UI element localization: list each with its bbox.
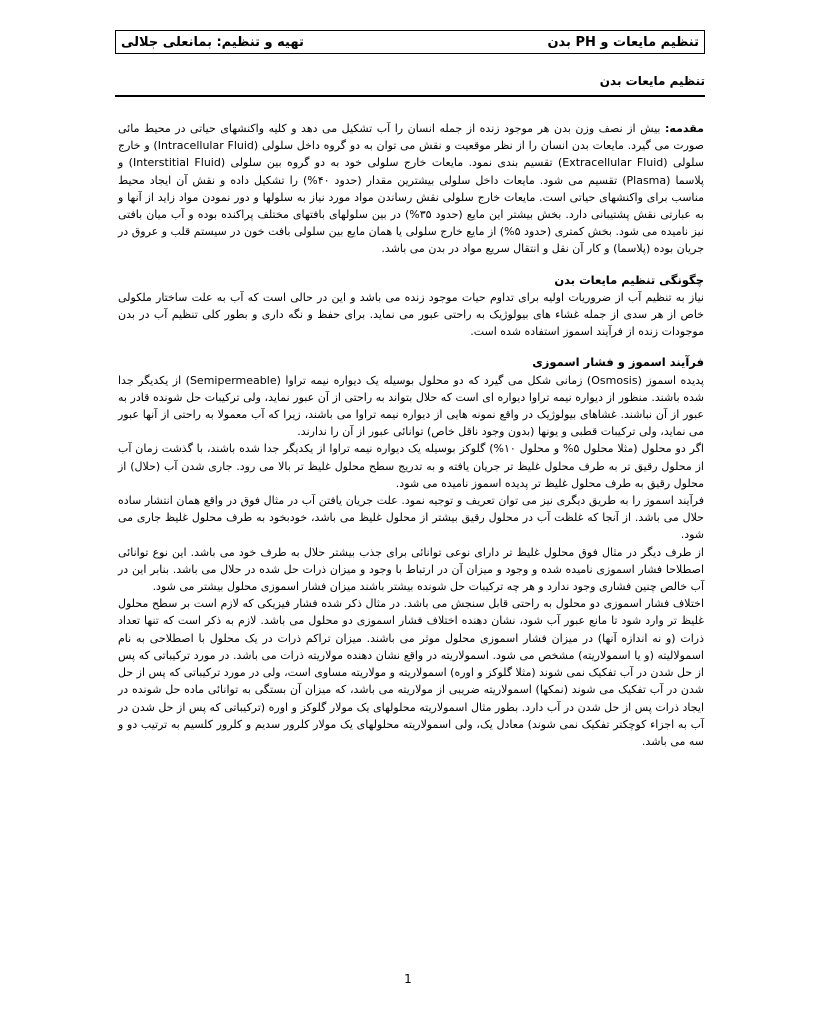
intro-lead: مقدمه: — [665, 122, 704, 135]
document-body — [118, 120, 704, 750]
section-heading-regulation: چگونگی تنظیم مایعات بدن — [554, 272, 704, 287]
section-heading-osmosis: فرآیند اسموز و فشار اسموزی — [532, 355, 704, 370]
page-number: 1 — [404, 972, 412, 986]
osmosis-paragraph-2: اگر دو محلول (مثلا محلول ۵% و محلول ۱۰%) گلوکز بوسیله یک دیواره نیمه تراوا از یکدیگر جدا شده باشند، با گذشت زمان آب از محلول رقیق تر به طرف محلول غلیظ تر جریان یافته و به تدریج سطح محلول غلیظ تر بالا می رود. جاری شدن آب (حلال) از محلول رقیق به طرف محلول غلیظ تر پدیده اسموز نامیده می شود. — [118, 442, 704, 490]
header-author: تهیه و تنظیم: بمانعلی جلالی — [121, 34, 304, 50]
osmosis-paragraph-1: پدیده اسموز (Osmosis) زمانی شکل می گیرد که دو محلول بوسیله یک دیواره نیمه تراوا (Semipermeable) از یکدیگر جدا شده باشند. منظور از دیواره نیمه تراوا دیواره ای است که حلال بتواند به راحتی از آن عبور نماید، ولی ترکیبات حل شونده قادر به عبور از آن نباشند. غشاهای بیولوژیک در واقع نمونه هایی از دیواره نیمه تراوا می باشند، زیرا که آب معمولا به راحتی از آنها عبور می نماید، ولی ترکیبات قطبی و یونها (بدون وجود ناقل خاص) توانائی عبور از آن را ندارند. — [118, 373, 704, 439]
intro-text: بیش از نصف وزن بدن هر موجود زنده از جمله انسان را آب تشکیل می دهد و کلیه واکنشهای حیاتی در محیط مائی صورت می گیرد. مایعات بدن انسان را از نظر موقعیت و نقش می توان به دو گروه داخل سلولی (Intracellular Fluid) و خارج سلولی (Extracellular Fluid) تقسیم بندی نمود. مایعات خارج سلولی خود به دو گروه بین سلولی (Interstitial Fluid) و پلاسما (Plasma) تقسیم می شود. مایعات داخل سلولی بیشترین مقدار (حدود ۴۰%) را تشکیل داده و نقش آن ایجاد محیط مناسب برای واکنشهای حیاتی است. مایعات خارج سلولی نقش رساندن مواد مورد نیاز به سلولها و دور نمودن مواد زاید از آنها و به عبارتی نقش پشتیبانی دارد. بخش بیشتر این مایع (حدود ۳۵%) در بین سلولهای بافتهای مختلف پراکنده بوده و آب میان بافتی نیز نامیده می شود. بخش کمتری (حدود ۵%) از مایع خارج سلولی یا همان مایع بین سلولی بافت خون در سیستم قلب و عروق در جریان بوده (پلاسما) و کار آن نقل و انتقال سریع مواد در بدن می باشد. — [118, 122, 705, 256]
document-title: تنظیم مایعات بدن — [599, 74, 705, 88]
page-header — [115, 30, 705, 54]
title-divider — [115, 95, 705, 97]
osmosis-paragraph-3: فرآیند اسموز را به طریق دیگری نیز می توان تعریف و توجیه نمود. علت جریان یافتن آب در مثال فوق در واقع همان انتشار ساده حلال می باشد. از آنجا که غلظت آب در محلول رقیق بیشتر از محلول غلیظ می باشد، خودبخود به طرف محلول غلیظ جاری می شود. — [118, 494, 704, 542]
header-title: تنظیم مایعات و PH بدن — [547, 34, 699, 50]
regulation-paragraph: نیاز به تنظیم آب از ضروریات اولیه برای تداوم حیات موجود زنده می باشد و این در حالی است که آب به علت ساختار ملکولی خاص از هر سدی از جمله غشاء های بیولوژیک به راحتی عبور می نماید. برای حفظ و نگه داری و بطور کلی تنظیم آب در بدن موجودات زنده از فرآیند اسموز استفاده شده است. — [118, 290, 704, 339]
intro-paragraph — [118, 120, 704, 258]
osmosis-paragraph-4: از طرف دیگر در مثال فوق محلول غلیظ تر دارای نوعی توانائی برای جذب بیشتر حلال به طرف خود می باشد. این نوع توانائی اصطلاحا فشار اسموزی نامیده شده و وجود و میزان آن در ارتباط با وجود و میزان ذرات حل شده در حلال می باشد. بنابر این در آب خالص چنین فشاری وجود ندارد و هر چه ترکیبات حل شونده بیشتر باشند میزان فشار اسموزی محلول بیشتر می شود. — [118, 545, 704, 594]
osmosis-paragraph-5: اختلاف فشار اسموزی دو محلول به راحتی قابل سنجش می باشد. در مثال ذکر شده فشار فیزیکی که لازم است بر سطح محلول غلیظ تر وارد شود تا مانع عبور آب شود، نشان دهنده اختلاف فشار اسموزی دو محلول می باشد. لازم به ذکر است که تنها تعداد ذرات (و نه اندازه آنها) در میزان فشار اسموزی محلول موثر می باشند. میزان تراکم ذرات در یک محلول با اصطلاحی به نام اسمولالیته (و یا اسمولاریته) مشخص می شود. اسمولاریته در واقع نشان دهنده مولاریته ذرات می باشد. در مورد ترکیباتی که پس از حل شدن در آب تفکیک نمی شوند (مثلا گلوکز و اوره) اسمولاریته و مولاریته مساوی است، ولی در مورد ترکیباتی که پس از حل شدن در آب تفکیک می شوند (نمکها) اسمولاریته ضریبی از مولاریته می باشد، که میزان آن بستگی به توانائی ماده حل شونده در ایجاد ذرات پس از حل شدن در آب دارد. بطور مثال اسمولاریته محلولهای یک مولار گلوکز و اوره (ترکیباتی که پس از حل شدن در آب به اجزاء کوچکتر تفکیک نمی شوند) معادل یک، ولی اسمولاریته محلولهای یک مولار کلرور سدیم و کلرور کلسیم به ترتیب دو و سه می باشد. — [118, 597, 704, 748]
